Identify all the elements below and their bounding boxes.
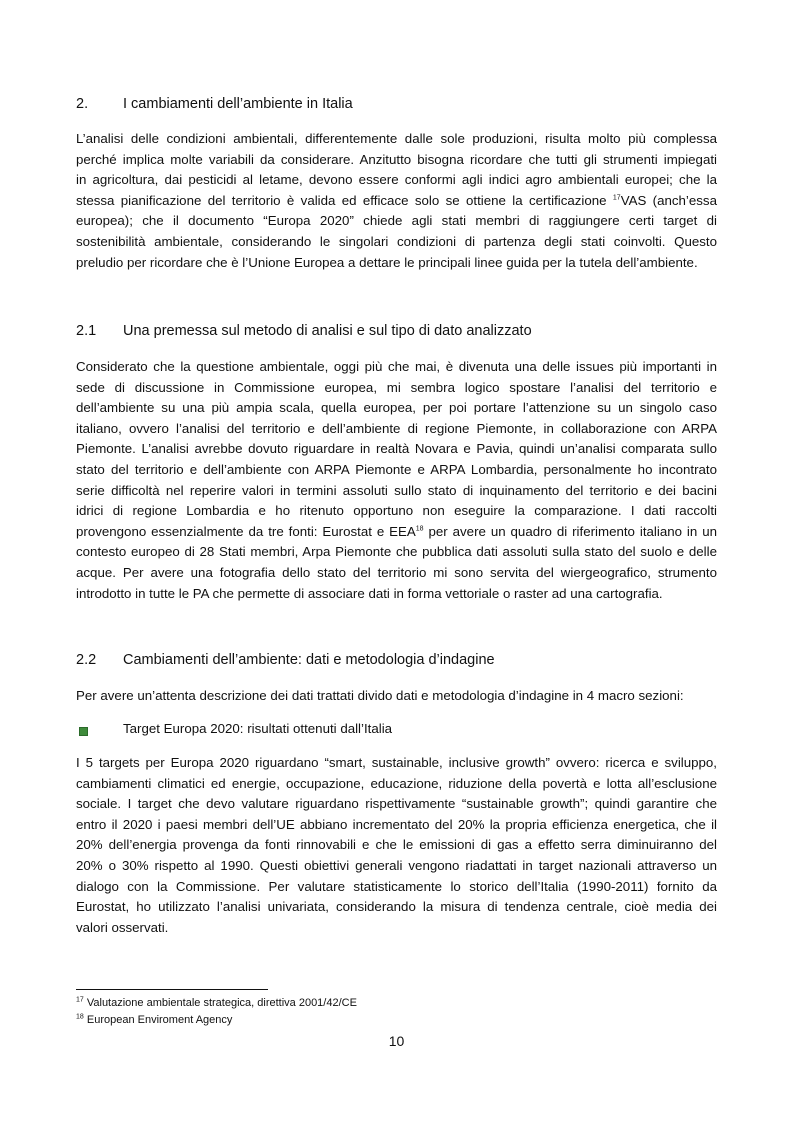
footnote-17 bbox=[76, 997, 357, 1009]
text-line: sede di discussione in Commissione europea, mi sembra logico spostare l’analisi del territorio e bbox=[76, 379, 717, 395]
text-line: introdotto in tutte le PA che permette di associare dati in forma vettoriale o raster ad una cartografia. bbox=[76, 585, 663, 601]
footnote-number: 18 bbox=[76, 1013, 84, 1021]
footnote-ref: 18 bbox=[415, 525, 424, 533]
text-line: in agricoltura, dai pesticidi al letame, devono essere conformi agli indici agro ambientali europei; che la bbox=[76, 172, 717, 188]
text-line: 20% dell’energia provenga da fonti rinnovabili e che le emissioni di gas a effetto serra diminuiranno del bbox=[76, 837, 717, 853]
section-number: 2.2 bbox=[76, 652, 97, 668]
text-line: L’analisi delle condizioni ambientali, differentemente dalle sole produzioni, risulta molto più complessa bbox=[76, 131, 717, 146]
text-line: Eurostat, ho utilizzato l’analisi univariata, considerando la misura di tendenza centrale, cioè media dei bbox=[76, 899, 717, 915]
text-line: acque. Per avere una fotografia dello stato del territorio mi sono servita del wiergeografico, strumento bbox=[76, 564, 717, 580]
text-line: sostenibilità ambientale, considerando le singolari condizioni di partenza degli stati coinvolti. Questo bbox=[76, 233, 717, 249]
text-line: Considerato che la questione ambientale, oggi più che mai, è divenuta una delle issues più importanti in bbox=[76, 359, 717, 374]
text-line: serie difficoltà nel reperire valori in termini assoluti sullo stato di inquinamento del territorio e dei bacini bbox=[76, 482, 717, 498]
text-line: italiano, ovvero l’analisi del territorio e dell’ambiente di regione Piemonte, in collaborazione con ARPA bbox=[76, 420, 717, 436]
footnote-text: European Enviroment Agency bbox=[86, 1014, 233, 1026]
bullet-item: Target Europa 2020: risultati ottenuti dall’Italia bbox=[123, 721, 393, 736]
paragraph-intro-2-2 bbox=[76, 686, 717, 707]
footnote-number: 17 bbox=[76, 996, 84, 1004]
text-line: I 5 targets per Europa 2020 riguardano “smart, sustainable, inclusive growth” ovvero: ricerca e sviluppo, bbox=[76, 755, 717, 770]
text-segment: per avere un quadro di riferimento italiano in un bbox=[423, 523, 717, 539]
text-line: preludio per ricordare che è l’Unione Europea a dettare le principali linee guida per la tutela dell’ambiente. bbox=[76, 254, 698, 270]
section-heading-2-2 bbox=[76, 652, 495, 668]
text-line: dell’ambiente su una più ampia scala, quella europea, per poi portare l’attenzione su un singolo caso bbox=[76, 400, 717, 416]
text-line: valori osservati. bbox=[76, 919, 169, 935]
text-line bbox=[76, 191, 717, 212]
text-line: dialogo con la Commissione. Per valutare statisticamente lo storico dell’Italia (1990-2011) fornito da bbox=[76, 878, 717, 894]
section-heading-2 bbox=[76, 96, 353, 112]
page-number: 10 bbox=[388, 1033, 405, 1049]
section-number: 2.1 bbox=[76, 323, 97, 339]
section-title: I cambiamenti dell’ambiente in Italia bbox=[123, 96, 353, 112]
text-line: entro il 2020 i paesi membri dell’UE abbiano incrementato del 20% la propria efficienza energetica, che il bbox=[76, 816, 717, 832]
paragraph-section-2 bbox=[76, 129, 717, 273]
text-line: idrici di regione Lombardia e ho ritenuto opportuno non eseguire la comparazione. I dati raccolti bbox=[76, 503, 717, 519]
footnote-text: Valutazione ambientale strategica, direttiva 2001/42/CE bbox=[86, 997, 357, 1009]
section-number: 2. bbox=[76, 96, 89, 112]
text-line: europea); che il documento “Europa 2020” chiede agli stati membri di raggiungere certi target di bbox=[76, 213, 717, 229]
square-bullet-icon bbox=[79, 727, 88, 736]
text-segment: stessa pianificazione del territorio è valida ed efficace solo se ottiene la certificazione bbox=[76, 192, 613, 208]
text-line: stato del territorio e dell’ambiente con ARPA Piemonte e ARPA Lombardia, personalmente ho incontrato bbox=[76, 461, 717, 477]
footnote-18 bbox=[76, 1014, 232, 1026]
section-title: Cambiamenti dell’ambiente: dati e metodologia d’indagine bbox=[123, 652, 495, 668]
text-line: perché implica molte variabili da considerare. Anzitutto bisogna ricordare che tutti gli strumenti impiegati bbox=[76, 151, 717, 167]
text-line bbox=[76, 522, 717, 543]
text-line: cambiamenti climatici ed energie, occupazione, educazione, riduzione della povertà e lotta all’esclusione bbox=[76, 775, 717, 791]
section-title: Una premessa sul metodo di analisi e sul tipo di dato analizzato bbox=[123, 323, 532, 339]
paragraph-section-2-1 bbox=[76, 357, 717, 604]
section-heading-2-1 bbox=[76, 323, 532, 339]
text-line: sociale. I target che devo valutare riguardano rispettivamente “sustainable growth”; quindi garantire che bbox=[76, 796, 717, 812]
footnote-divider bbox=[76, 989, 268, 990]
paragraph-section-2-2 bbox=[76, 753, 717, 938]
text-segment: provengono essenzialmente da tre fonti: Eurostat e EEA bbox=[76, 523, 416, 539]
text-line: Piemonte. L’analisi avrebbe dovuto riguardare in realtà Novara e Pavia, quindi un’analisi comparata sullo bbox=[76, 441, 717, 457]
footnote-ref: 17 bbox=[612, 194, 621, 202]
text-segment: VAS (anch’essa bbox=[620, 192, 717, 208]
text-line: 20% o 30% rispetto al 1990. Questi obiettivi generali vengono riadattati in target nazionali attraverso un bbox=[76, 857, 717, 873]
text-line: Per avere un’attenta descrizione dei dati trattati divido dati e metodologia d’indagine in 4 macro sezioni: bbox=[76, 688, 684, 703]
text-line: contesto europeo di 28 Stati membri, Arpa Piemonte che pubblica dati assoluti sulla stato del suolo e delle bbox=[76, 544, 717, 560]
